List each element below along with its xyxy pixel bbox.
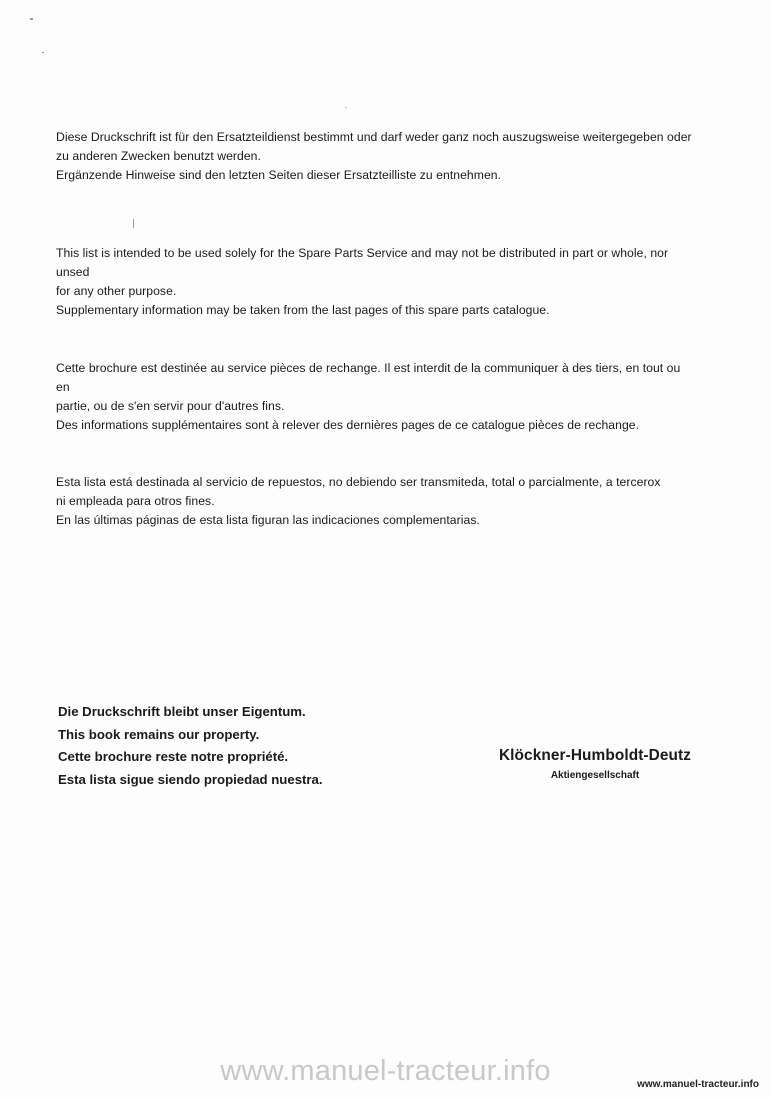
company-name: Klöckner-Humboldt-Deutz <box>498 747 692 764</box>
company-signature <box>470 746 720 783</box>
property-english: This book remains our property. <box>58 726 260 742</box>
notice-spanish-line2: ni empleada para otros fines. <box>56 494 215 508</box>
property-german: Die Druckschrift bleibt unser Eigentum. <box>58 704 306 719</box>
notice-english-line2: for any other purpose. <box>56 284 177 298</box>
footer-url: www.manuel-tracteur.info <box>637 1079 759 1090</box>
notice-english-line1: This list is intended to be used solely for the Spare Parts Service and may not be distributed in part or whole, nor unsed <box>56 246 669 279</box>
property-statement <box>58 701 323 791</box>
notice-french-line1: Cette brochure est destinée au service pièces de rechange. Il est interdit de la communiquer à des tiers, en tout ou en <box>56 361 681 394</box>
notice-french-line3: Des informations supplémentaires sont à relever des dernières pages de ce catalogue pièces de rechange. <box>56 418 640 432</box>
scan-speck <box>345 107 347 108</box>
company-subtitle: Aktiengesellschaft <box>550 770 640 781</box>
notice-german-line1: Diese Druckschrift ist für den Ersatzteildienst bestimmt und darf weder ganz noch auszugsweise weitergegeben oder <box>56 130 692 144</box>
notice-french <box>56 359 696 435</box>
scan-speck <box>42 52 44 53</box>
notice-spanish-line1: Esta lista está destinada al servicio de repuestos, no debiendo ser transmiteda, total o parcialmente, a tercerox <box>56 475 661 489</box>
notice-spanish <box>56 473 696 530</box>
notice-english-line3: Supplementary information may be taken from the last pages of this spare parts catalogue. <box>56 303 550 317</box>
property-spanish: Esta lista sigue siendo propiedad nuestra. <box>58 771 323 787</box>
notice-english <box>56 244 696 320</box>
notice-german <box>56 128 696 185</box>
property-french: Cette brochure reste notre propriété. <box>58 749 289 764</box>
notice-french-line2: partie, ou de s'en servir pour d'autres fins. <box>56 399 285 413</box>
notice-german-line3: Ergänzende Hinweise sind den letzten Seiten dieser Ersatzteilliste zu entnehmen. <box>56 168 502 182</box>
scan-speck <box>30 18 33 20</box>
notice-spanish-line3: En las últimas páginas de esta lista figuran las indicaciones complementarias. <box>56 513 480 527</box>
notice-german-line2: zu anderen Zwecken benutzt werden. <box>56 149 261 163</box>
scan-speck <box>133 219 134 228</box>
watermark-url: www.manuel-tracteur.info <box>220 1055 551 1087</box>
